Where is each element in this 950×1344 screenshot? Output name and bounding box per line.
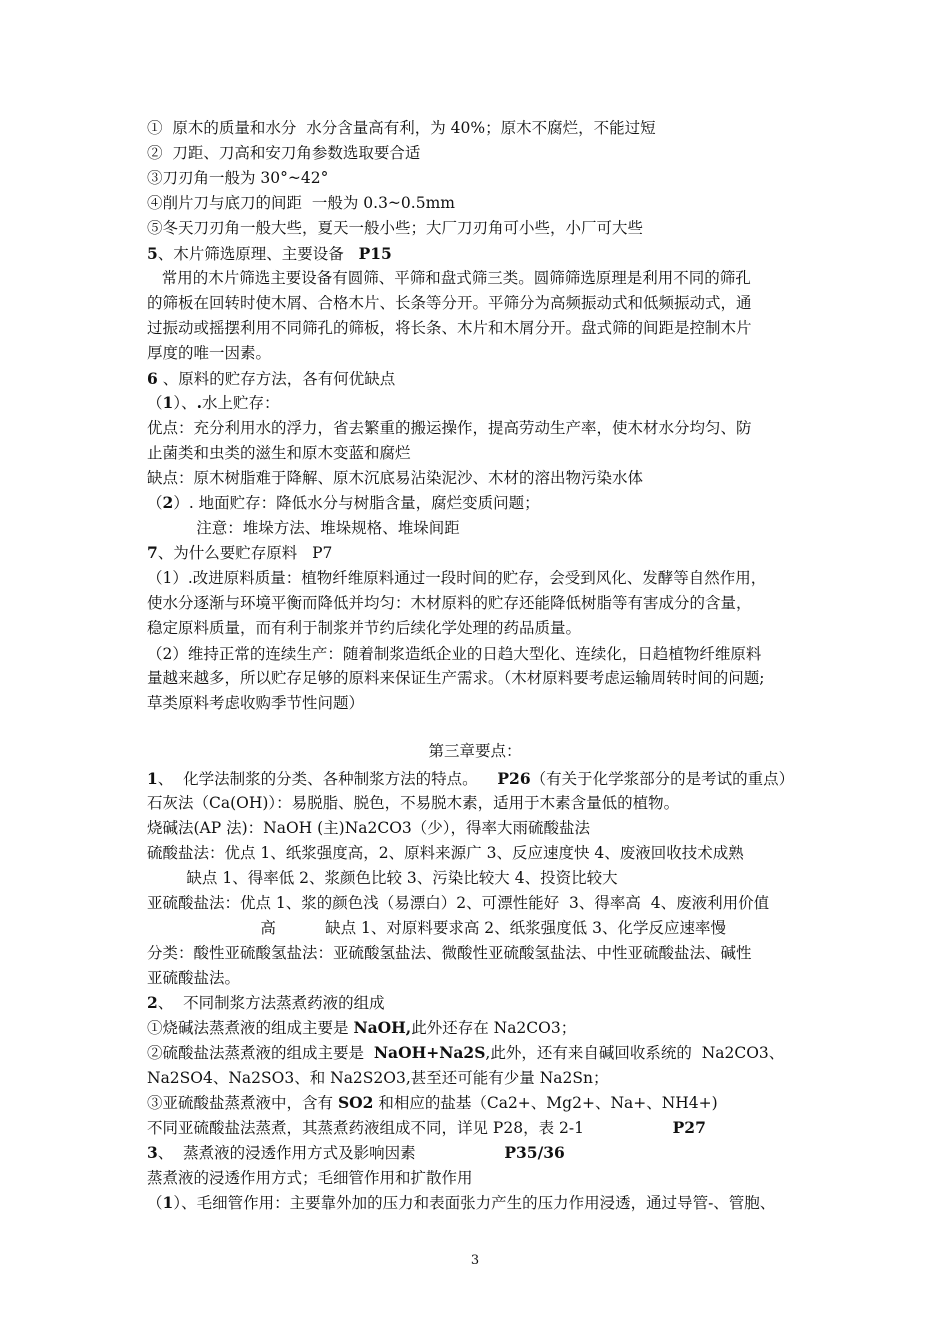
text-segment: . [196,393,202,412]
text-line [147,1043,784,1063]
page-number: 3 [470,1253,480,1268]
text-line [147,1193,775,1213]
text-line [147,318,752,338]
text-segment: 过振动或摇摆利用不同筛孔的筛板，将长条、木片和木屑分开。盘式筛的间距是控制木片 [147,319,752,337]
text-segment: 缺点 1、得率低 2、浆颜色比较 3、污染比较大 4、投资比较大 [147,869,618,887]
text-segment: ）. 地面贮存：降低水分与树脂含量，腐烂变质问题； [173,494,540,512]
text-segment: SO2 [337,1093,374,1112]
text-segment: 3 [147,1143,158,1162]
text-line [147,1143,565,1163]
text-line [147,244,392,264]
text-line [147,693,364,713]
text-line [147,168,328,188]
text-segment: ① 原木的质量和水分 水分含量高有利，为 40%；原木不腐烂，不能过短 [147,119,656,137]
text-line [147,418,752,438]
text-segment: 高 缺点 1、对原料要求高 2、纸浆强度低 3、化学反应速率慢 [147,919,726,937]
text-segment: ①烧碱法蒸煮液的组成主要是 [147,1019,354,1037]
text-segment: 的筛板在回转时使木屑、合格木片、长条等分开。平筛分为高频振动式和低频振动式，通 [147,294,752,312]
text-line [147,443,411,463]
text-line [147,593,752,613]
text-segment: （有关于化学浆部分的是考试的重点） [530,770,795,788]
text-segment: 硫酸盐法：优点 1、纸浆强度高，2、原料来源广 3、反应速度快 4、废液回收技术成熟 [147,844,744,862]
text-line [147,393,280,413]
text-segment: ②硫酸盐法蒸煮液的组成主要是 [147,1044,374,1062]
text-segment: 、原料的贮存方法，各有何优缺点 [157,370,396,388]
text-segment: 1 [162,393,174,412]
text-line [147,769,794,789]
text-line [147,343,271,363]
text-segment: 优点：充分利用水的浮力，省去繁重的搬运操作，提高劳动生产率，使木材水分均匀、防 [147,419,752,437]
text-line [147,843,744,863]
text-segment: 缺点：原木树脂难于降解、原木沉底易沾染泥沙、木材的溶出物污染水体 [147,469,644,487]
text-line [147,1068,608,1088]
text-segment: （2）维持正常的连续生产：随着制浆造纸企业的日趋大型化、连续化，日趋植物纤维原料 [147,645,762,663]
text-segment: 5 [147,244,158,263]
text-segment: Na2SO4、Na2SO3、和 Na2S2O3,甚至还可能有少量 Na2Sn； [147,1069,609,1087]
text-line [147,968,240,988]
text-segment: 使水分逐渐与环境平衡而降低并均匀：木材原料的贮存还能降低树脂等有害成分的含量， [147,594,752,612]
text-segment: 常用的木片筛选主要设备有圆筛、平筛和盘式筛三类。圆筛筛选原理是利用不同的筛孔 [147,269,751,287]
text-segment: P15 [358,244,392,263]
text-segment: ② 刀距、刀高和安刀角参数选取要合适 [147,144,421,162]
text-segment: 止菌类和虫类的滋生和原木变蓝和腐烂 [147,444,411,462]
text-segment: 和相应的盐基（Ca2+、Mg2+、Na+、NH4+) [373,1094,718,1112]
text-segment: 水上贮存： [201,394,280,412]
text-segment: NaOH+Na2S [373,1043,486,1062]
text-segment: ③刀刃角一般为 30°~42° [147,169,329,187]
text-line [147,468,643,488]
text-line [147,1118,706,1138]
text-segment: 、 化学法制浆的分类、各种制浆方法的特点。 [157,770,498,788]
text-segment: ⑤冬天刀刃角一般大些，夏天一般小些；大厂刀刃角可小些，小厂可大些 [147,219,644,237]
text-line [147,143,420,163]
text-segment: 石灰法（Ca(OH)）：易脱脂、脱色，不易脱木素，适用于木素含量低的植物。 [147,794,680,812]
text-segment: ）、毛细管作用：主要靠外加的压力和表面张力产生的压力作用浸透，通过导管-、管胞、 [173,1194,776,1212]
text-segment: 亚硫酸盐法：优点 1、浆的颜色浅（易漂白）2、可漂性能好 3、得率高 4、废液利用价值 [147,894,770,912]
text-line [147,918,726,938]
text-line [147,818,590,838]
text-segment: 、 不同制浆方法蒸煮药液的组成 [157,994,385,1012]
text-segment: 2 [162,493,174,512]
text-segment: 注意：堆垛方法、堆垛规格、堆垛间距 [147,519,460,537]
text-segment: 厚度的唯一因素。 [147,344,272,362]
text-line [147,644,761,664]
text-line [147,993,385,1013]
text-line [147,518,460,538]
text-line [147,193,455,213]
text-segment: 、为什么要贮存原料 P7 [157,544,333,562]
text-line [147,793,679,813]
text-line [147,118,656,138]
text-segment: 1 [147,769,158,788]
text-line [147,218,643,238]
text-segment: 草类原料考虑收购季节性问题） [147,694,365,712]
text-segment: NaOH, [353,1018,412,1037]
text-line [147,268,751,288]
text-line [147,668,764,688]
text-line [147,618,581,638]
text-segment: ④削片刀与底刀的间距 一般为 0.3~0.5mm [147,194,455,212]
text-segment: 不同亚硫酸盐法蒸煮，其蒸煮药液组成不同，详见 P28，表 2-1 [147,1119,673,1137]
text-segment: （ [147,1194,163,1212]
text-segment: 1 [162,1193,174,1212]
text-line [147,568,766,588]
text-segment: P27 [672,1118,706,1137]
text-segment: 此外还存在 Na2CO3； [411,1019,577,1037]
text-segment: （1）.改进原料质量：植物纤维原料通过一段时间的贮存，会受到风化、发酵等自然作用， [147,569,767,587]
text-line [147,493,540,513]
text-line [147,1168,473,1188]
text-segment: ③亚硫酸盐蒸煮液中，含有 [147,1094,338,1112]
text-segment: ）、 [173,394,197,412]
text-segment: （ [147,494,163,512]
text-line [147,293,752,313]
text-segment: 7 [147,543,158,562]
chapter-heading: 第三章要点： [428,742,522,760]
text-segment: 6 [147,369,158,388]
text-segment: 烧碱法(AP 法)：NaOH (主)Na2CO3（少），得率大雨硫酸盐法 [147,819,591,837]
text-segment: ,此外，还有来自碱回收系统的 Na2CO3、 [485,1044,785,1062]
text-segment: 2 [147,993,158,1012]
text-line [147,868,618,888]
text-line [147,943,752,963]
text-segment: 亚硫酸盐法。 [147,969,241,987]
text-segment: 蒸煮液的浸透作用方式；毛细管作用和扩散作用 [147,1169,473,1187]
text-segment: 、 蒸煮液的浸透作用方式及影响因素 [157,1144,505,1162]
text-line [147,1093,718,1113]
text-segment: P35/36 [504,1143,565,1162]
text-line [147,369,395,389]
text-segment: 量越来越多，所以贮存足够的原料来保证生产需求。（木材原料要考虑运输周转时间的问题; [147,669,765,687]
text-segment: 分类：酸性亚硫酸氢盐法：亚硫酸氢盐法、微酸性亚硫酸氢盐法、中性亚硫酸盐法、碱性 [147,944,752,962]
text-line [147,543,332,563]
text-segment: （ [147,394,163,412]
text-segment: 稳定原料质量，而有利于制浆并节约后续化学处理的药品质量。 [147,619,582,637]
text-segment: P26 [497,769,531,788]
text-line [147,1018,576,1038]
text-segment: 、木片筛选原理、主要设备 [157,245,359,263]
text-line [147,893,769,913]
